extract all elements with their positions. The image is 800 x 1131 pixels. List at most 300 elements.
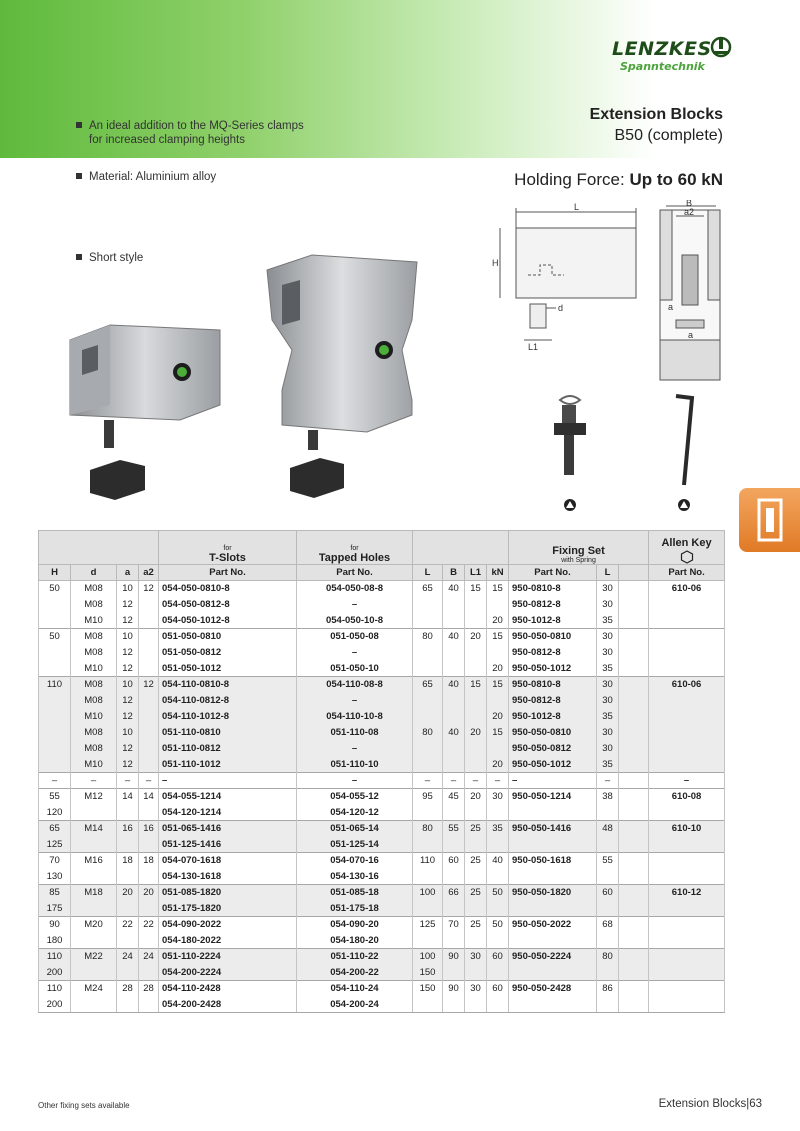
- table-row: [39, 837, 725, 853]
- cell-a2: 28: [139, 981, 159, 997]
- cell-fixing-part: 950-0812-8: [509, 645, 597, 661]
- table-row: [39, 773, 725, 789]
- cell-h: [39, 661, 71, 677]
- tapped-holes-header: for Tapped Holes: [297, 531, 413, 565]
- cell-L: [413, 709, 443, 725]
- cell-a: 20: [117, 885, 139, 901]
- cell-a: 12: [117, 693, 139, 709]
- cell-L: –: [413, 773, 443, 789]
- cell-tslot-part: 054-180-2022: [159, 933, 297, 949]
- cell-fixing-l: 30: [597, 581, 619, 597]
- cell-fixing-l: 30: [597, 725, 619, 741]
- col-B: B: [443, 565, 465, 581]
- cell-kn: 15: [487, 629, 509, 645]
- cell-B: [443, 597, 465, 613]
- cell-L1: 25: [465, 821, 487, 837]
- extension-block-tall-photo: [262, 250, 432, 510]
- cell-L1: [465, 869, 487, 885]
- cell-fixing-part: 950-050-0810: [509, 629, 597, 645]
- cell-allen-part: [649, 901, 725, 917]
- cell-tapped-part: –: [297, 645, 413, 661]
- cell-allen-part: [649, 837, 725, 853]
- cell-tslot-part: 054-050-0812-8: [159, 597, 297, 613]
- cell-a: 12: [117, 597, 139, 613]
- cell-spacer: [619, 981, 649, 997]
- cell-L1: [465, 933, 487, 949]
- cell-d: M10: [71, 613, 117, 629]
- cell-h: 70: [39, 853, 71, 869]
- cell-a: [117, 997, 139, 1013]
- cell-tslot-part: 051-110-2224: [159, 949, 297, 965]
- col-tapped-part: Part No.: [297, 565, 413, 581]
- cell-L1: [465, 661, 487, 677]
- cell-L: 80: [413, 821, 443, 837]
- cell-L: [413, 997, 443, 1013]
- cell-fixing-l: [597, 997, 619, 1013]
- cell-a: [117, 869, 139, 885]
- cell-L1: 30: [465, 949, 487, 965]
- cell-allen-part: [649, 725, 725, 741]
- cell-allen-part: [649, 869, 725, 885]
- cell-d: [71, 965, 117, 981]
- cell-d: [71, 805, 117, 821]
- cell-spacer: [619, 757, 649, 773]
- cell-kn: [487, 965, 509, 981]
- cell-tapped-part: 051-110-22: [297, 949, 413, 965]
- cell-tslot-part: 054-050-1012-8: [159, 613, 297, 629]
- cell-spacer: [619, 853, 649, 869]
- cell-B: –: [443, 773, 465, 789]
- cell-a: 10: [117, 581, 139, 597]
- cell-fixing-l: 68: [597, 917, 619, 933]
- cell-tslot-part: 054-110-0810-8: [159, 677, 297, 693]
- cell-fixing-l: 30: [597, 645, 619, 661]
- cell-a2: [139, 709, 159, 725]
- col-a: a: [117, 565, 139, 581]
- cell-L1: 25: [465, 885, 487, 901]
- cell-tapped-part: –: [297, 597, 413, 613]
- cell-fixing-part: 950-050-1416: [509, 821, 597, 837]
- table-row: [39, 597, 725, 613]
- cell-tslot-part: 054-110-2428: [159, 981, 297, 997]
- hexagon-icon: [680, 550, 694, 564]
- cell-a2: [139, 725, 159, 741]
- cell-d: M12: [71, 789, 117, 805]
- bullet-square-icon: [76, 173, 82, 179]
- cell-L1: 15: [465, 581, 487, 597]
- cell-allen-part: 610-08: [649, 789, 725, 805]
- cell-L1: [465, 757, 487, 773]
- cell-a2: [139, 693, 159, 709]
- cell-L: [413, 901, 443, 917]
- section-tab[interactable]: [739, 488, 800, 552]
- fixing-set-header: Fixing Set with Spring: [509, 531, 649, 565]
- cell-tslot-part: 051-175-1820: [159, 901, 297, 917]
- cell-tapped-part: 051-175-18: [297, 901, 413, 917]
- cell-B: [443, 741, 465, 757]
- cell-a: 28: [117, 981, 139, 997]
- cell-tapped-part: 054-200-22: [297, 965, 413, 981]
- cell-fixing-l: 30: [597, 629, 619, 645]
- cell-a2: [139, 965, 159, 981]
- cell-spacer: [619, 581, 649, 597]
- table-row: [39, 725, 725, 741]
- cell-fixing-part: [509, 805, 597, 821]
- cell-B: 90: [443, 981, 465, 997]
- cell-a: [117, 933, 139, 949]
- cell-a2: 22: [139, 917, 159, 933]
- cell-fixing-part: 950-050-1820: [509, 885, 597, 901]
- cell-h: [39, 709, 71, 725]
- cell-allen-part: 610-12: [649, 885, 725, 901]
- cell-fixing-part: [509, 933, 597, 949]
- cell-L1: [465, 613, 487, 629]
- cell-h: [39, 757, 71, 773]
- cell-spacer: [619, 885, 649, 901]
- cell-tslot-part: 051-110-1012: [159, 757, 297, 773]
- cell-a2: [139, 741, 159, 757]
- cell-d: M08: [71, 597, 117, 613]
- cell-h: 55: [39, 789, 71, 805]
- cell-kn: 50: [487, 917, 509, 933]
- table-row: [39, 869, 725, 885]
- logo-tagline: Spanntechnik: [620, 60, 705, 73]
- cell-h: –: [39, 773, 71, 789]
- cell-fixing-l: [597, 933, 619, 949]
- cell-kn: 30: [487, 789, 509, 805]
- cell-B: 70: [443, 917, 465, 933]
- cell-fixing-part: 950-050-0812: [509, 741, 597, 757]
- table-row: [39, 965, 725, 981]
- cell-a2: [139, 597, 159, 613]
- cell-h: 50: [39, 629, 71, 645]
- cell-L1: [465, 645, 487, 661]
- cell-fixing-part: [509, 869, 597, 885]
- cell-B: [443, 933, 465, 949]
- cell-spacer: [619, 661, 649, 677]
- cell-fixing-l: 48: [597, 821, 619, 837]
- cell-allen-part: [649, 661, 725, 677]
- cell-B: [443, 805, 465, 821]
- cell-B: [443, 901, 465, 917]
- cell-tslot-part: 054-120-1214: [159, 805, 297, 821]
- cell-a: 12: [117, 709, 139, 725]
- col-fixing-part: Part No.: [509, 565, 597, 581]
- cell-L: [413, 837, 443, 853]
- cell-allen-part: [649, 645, 725, 661]
- cell-tslot-part: 051-110-0810: [159, 725, 297, 741]
- cell-L1: [465, 805, 487, 821]
- cell-L: 80: [413, 725, 443, 741]
- cell-tapped-part: –: [297, 773, 413, 789]
- cell-a: 14: [117, 789, 139, 805]
- cell-a2: [139, 629, 159, 645]
- cell-fixing-part: 950-050-1012: [509, 661, 597, 677]
- cell-h: [39, 645, 71, 661]
- cell-kn: [487, 597, 509, 613]
- cell-d: M08: [71, 581, 117, 597]
- cell-a: 10: [117, 677, 139, 693]
- cell-a2: [139, 661, 159, 677]
- cell-spacer: [619, 629, 649, 645]
- cell-d: M14: [71, 821, 117, 837]
- table-row: [39, 933, 725, 949]
- cell-h: 50: [39, 581, 71, 597]
- cell-d: M10: [71, 757, 117, 773]
- cell-tslot-part: –: [159, 773, 297, 789]
- fixing-set-photo: [540, 395, 600, 517]
- logo-mark-icon: [710, 36, 732, 58]
- table-row: [39, 885, 725, 901]
- cell-allen-part: [649, 981, 725, 997]
- cell-tslot-part: 054-130-1618: [159, 869, 297, 885]
- cell-a2: [139, 645, 159, 661]
- cell-tslot-part: 054-110-0812-8: [159, 693, 297, 709]
- cell-spacer: [619, 837, 649, 853]
- cell-a: –: [117, 773, 139, 789]
- cell-kn: [487, 741, 509, 757]
- cell-tapped-part: 054-055-12: [297, 789, 413, 805]
- table-column-header: [39, 565, 725, 581]
- cell-fixing-part: 950-1012-8: [509, 709, 597, 725]
- cell-B: [443, 613, 465, 629]
- table-row: [39, 693, 725, 709]
- spec-table-body: [39, 581, 725, 1013]
- cell-allen-part: [649, 917, 725, 933]
- cell-fixing-part: 950-0810-8: [509, 677, 597, 693]
- cell-fixing-part: –: [509, 773, 597, 789]
- cell-fixing-l: 35: [597, 613, 619, 629]
- table-row: [39, 629, 725, 645]
- cell-tapped-part: 054-090-20: [297, 917, 413, 933]
- cell-tslot-part: 051-050-0812: [159, 645, 297, 661]
- cell-B: 55: [443, 821, 465, 837]
- cell-allen-part: [649, 805, 725, 821]
- cell-kn: [487, 693, 509, 709]
- cell-tapped-part: –: [297, 693, 413, 709]
- cell-L: [413, 693, 443, 709]
- cell-tslot-part: 054-070-1618: [159, 853, 297, 869]
- spec-table: [38, 530, 725, 1013]
- cell-fixing-l: 55: [597, 853, 619, 869]
- cell-fixing-part: 950-050-2022: [509, 917, 597, 933]
- cell-fixing-part: 950-050-1618: [509, 853, 597, 869]
- cell-B: 40: [443, 581, 465, 597]
- table-row: [39, 917, 725, 933]
- table-row: [39, 805, 725, 821]
- table-row: [39, 853, 725, 869]
- cell-fixing-l: 60: [597, 885, 619, 901]
- cell-d: [71, 901, 117, 917]
- cell-allen-part: 610-06: [649, 581, 725, 597]
- cell-fixing-l: 30: [597, 677, 619, 693]
- cell-fixing-l: 30: [597, 693, 619, 709]
- cell-d: M16: [71, 853, 117, 869]
- cell-allen-part: [649, 933, 725, 949]
- cell-tslot-part: 054-110-1012-8: [159, 709, 297, 725]
- cell-h: [39, 693, 71, 709]
- cell-a2: 18: [139, 853, 159, 869]
- cell-spacer: [619, 917, 649, 933]
- cell-tapped-part: 054-050-10-8: [297, 613, 413, 629]
- clamp-block-icon: [739, 488, 800, 552]
- cell-kn: 15: [487, 725, 509, 741]
- cell-a2: –: [139, 773, 159, 789]
- col-L1: L1: [465, 565, 487, 581]
- cell-L1: 20: [465, 725, 487, 741]
- page-subtitle: B50 (complete): [614, 127, 723, 144]
- cell-d: M20: [71, 917, 117, 933]
- col-allen-part: Part No.: [649, 565, 725, 581]
- cell-allen-part: 610-10: [649, 821, 725, 837]
- cell-L: 95: [413, 789, 443, 805]
- cell-fixing-part: 950-050-0810: [509, 725, 597, 741]
- cell-spacer: [619, 709, 649, 725]
- cell-a: 24: [117, 949, 139, 965]
- holding-force: Holding Force: Up to 60 kN: [514, 170, 723, 189]
- cell-allen-part: [649, 629, 725, 645]
- cell-kn: 60: [487, 949, 509, 965]
- dim-L: L: [574, 202, 580, 212]
- cell-L: 150: [413, 981, 443, 997]
- cell-kn: [487, 997, 509, 1013]
- cell-a: 18: [117, 853, 139, 869]
- cell-h: 180: [39, 933, 71, 949]
- cell-allen-part: [649, 965, 725, 981]
- cell-a2: [139, 613, 159, 629]
- cell-kn: 20: [487, 613, 509, 629]
- cell-h: [39, 741, 71, 757]
- cell-tapped-part: 054-200-24: [297, 997, 413, 1013]
- cell-kn: 40: [487, 853, 509, 869]
- table-row: [39, 997, 725, 1013]
- cell-tslot-part: 051-050-1012: [159, 661, 297, 677]
- cell-a2: 14: [139, 789, 159, 805]
- cell-spacer: [619, 693, 649, 709]
- col-d: d: [71, 565, 117, 581]
- cell-a: 12: [117, 757, 139, 773]
- cell-h: 110: [39, 677, 71, 693]
- cell-d: [71, 997, 117, 1013]
- cell-a: 12: [117, 613, 139, 629]
- cell-kn: [487, 837, 509, 853]
- cell-B: 90: [443, 949, 465, 965]
- tslots-header: for T-Slots: [159, 531, 297, 565]
- col-fixing-l: L: [597, 565, 619, 581]
- cell-d: M24: [71, 981, 117, 997]
- cell-B: [443, 645, 465, 661]
- cell-kn: 15: [487, 677, 509, 693]
- cell-allen-part: [649, 853, 725, 869]
- cell-fixing-part: 950-050-2428: [509, 981, 597, 997]
- cell-L1: –: [465, 773, 487, 789]
- cell-a2: [139, 757, 159, 773]
- cell-h: 90: [39, 917, 71, 933]
- cell-kn: 60: [487, 981, 509, 997]
- cell-tapped-part: 054-130-16: [297, 869, 413, 885]
- brand-logo: [612, 38, 732, 86]
- table-row: [39, 789, 725, 805]
- cell-L1: 20: [465, 629, 487, 645]
- table-row: [39, 757, 725, 773]
- cell-h: 125: [39, 837, 71, 853]
- cell-allen-part: [649, 949, 725, 965]
- cell-allen-part: 610-06: [649, 677, 725, 693]
- cell-tapped-part: 051-050-08: [297, 629, 413, 645]
- cell-a2: 24: [139, 949, 159, 965]
- cell-d: –: [71, 773, 117, 789]
- cell-d: [71, 869, 117, 885]
- cell-B: 45: [443, 789, 465, 805]
- cell-tapped-part: 054-120-12: [297, 805, 413, 821]
- cell-tapped-part: 051-110-08: [297, 725, 413, 741]
- table-row: [39, 661, 725, 677]
- cell-B: 40: [443, 725, 465, 741]
- table-row: [39, 949, 725, 965]
- cell-fixing-part: 950-0812-8: [509, 597, 597, 613]
- cell-fixing-part: 950-0812-8: [509, 693, 597, 709]
- cell-tapped-part: 051-050-10: [297, 661, 413, 677]
- cell-B: [443, 693, 465, 709]
- dim-B: B: [686, 200, 693, 208]
- cell-a: 12: [117, 661, 139, 677]
- cell-L: 150: [413, 965, 443, 981]
- allen-key-photo: [664, 390, 704, 517]
- cell-a: 12: [117, 645, 139, 661]
- cell-h: [39, 725, 71, 741]
- cell-fixing-part: [509, 965, 597, 981]
- cell-L: 100: [413, 885, 443, 901]
- bullet-square-icon: [76, 254, 82, 260]
- cell-a2: 12: [139, 677, 159, 693]
- cell-fixing-l: 35: [597, 661, 619, 677]
- cell-B: 66: [443, 885, 465, 901]
- table-row: [39, 677, 725, 693]
- cell-L: 80: [413, 629, 443, 645]
- cell-tslot-part: 051-050-0810: [159, 629, 297, 645]
- cell-allen-part: [649, 741, 725, 757]
- footer-note: Other fixing sets available: [38, 1101, 130, 1110]
- footer-page: Extension Blocks|63: [658, 1098, 762, 1110]
- cell-fixing-l: [597, 965, 619, 981]
- cell-fixing-l: 38: [597, 789, 619, 805]
- cell-kn: 35: [487, 821, 509, 837]
- cell-fixing-l: [597, 805, 619, 821]
- cell-d: M08: [71, 725, 117, 741]
- cell-fixing-part: 950-0810-8: [509, 581, 597, 597]
- cell-h: [39, 613, 71, 629]
- cell-a: [117, 901, 139, 917]
- cell-a: 12: [117, 741, 139, 757]
- cell-tslot-part: 054-200-2224: [159, 965, 297, 981]
- cell-fixing-part: 950-050-1214: [509, 789, 597, 805]
- cell-d: M10: [71, 709, 117, 725]
- cell-fixing-l: 80: [597, 949, 619, 965]
- cell-d: [71, 837, 117, 853]
- cell-L1: [465, 965, 487, 981]
- logo-wordmark: LENZKES: [612, 38, 712, 60]
- cell-allen-part: [649, 597, 725, 613]
- cell-tapped-part: 054-050-08-8: [297, 581, 413, 597]
- cell-L: [413, 661, 443, 677]
- cell-L1: [465, 997, 487, 1013]
- cell-a: 10: [117, 629, 139, 645]
- bullet-square-icon: [76, 122, 82, 128]
- cell-L: [413, 805, 443, 821]
- cell-allen-part: –: [649, 773, 725, 789]
- cell-tapped-part: 051-110-10: [297, 757, 413, 773]
- cell-L1: 30: [465, 981, 487, 997]
